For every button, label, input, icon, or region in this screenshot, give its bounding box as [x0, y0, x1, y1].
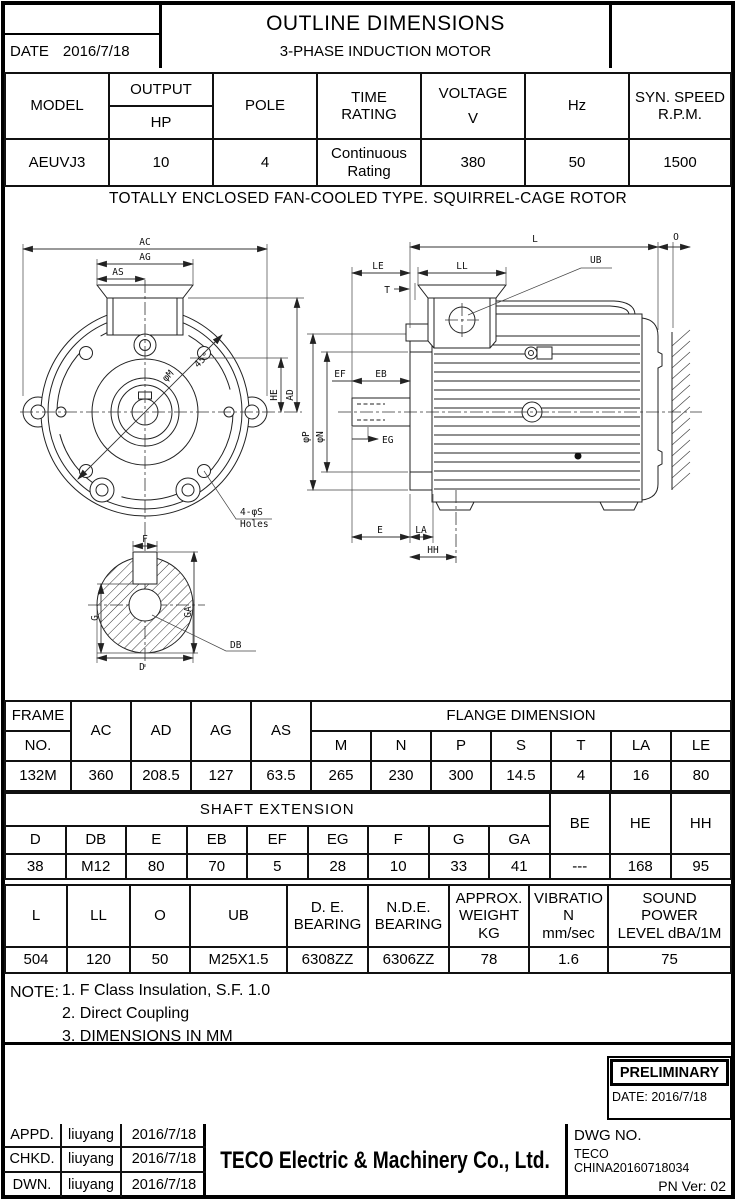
dim-label-ag: AG [139, 252, 151, 263]
dim-label-he: HE [269, 389, 280, 401]
bearing-table [4, 884, 732, 974]
dim-label-phi-p: φP [301, 431, 312, 443]
shaft-value: 70 [187, 854, 248, 879]
bearing-header-vib-line2: N [563, 907, 574, 925]
technical-drawing [0, 214, 736, 700]
fan-cover [642, 318, 662, 500]
dim-label-l: L [532, 234, 538, 245]
shaft-header-hh: HH [671, 793, 732, 854]
bearing-header-de [287, 885, 368, 947]
dim-label-e: E [377, 525, 383, 536]
dwg-no-label: DWG NO. [574, 1127, 642, 1144]
page-title: OUTLINE DIMENSIONS [266, 11, 505, 35]
bearing-header-vib-line1: VIBRATIO [534, 890, 603, 908]
bearing-header-vib-line3: mm/sec [542, 924, 595, 942]
side-view [332, 232, 702, 563]
flange-header-le: LE [671, 731, 731, 761]
spec-header-voltage [421, 73, 525, 139]
spec-value-time-line1: Continuous [331, 145, 407, 163]
approval-date: 2016/7/18 [122, 1148, 206, 1172]
bearing-header-de-line1: D. E. [310, 898, 345, 916]
bearing-header-nde [368, 885, 449, 947]
dim-label-eg: EG [382, 435, 394, 446]
dim-label-phi-n: φN [315, 431, 326, 443]
spec-value-pole: 4 [213, 139, 317, 186]
shaft-header-d: D [5, 826, 66, 854]
preliminary-title: PRELIMINARY [610, 1059, 729, 1086]
note-label: NOTE: [10, 984, 59, 1001]
header [4, 4, 732, 68]
dwg-info [568, 1124, 732, 1197]
shaft-header-ef: EF [247, 826, 308, 854]
date-value: 2016/7/18 [62, 43, 130, 60]
frame-header-ag: AG [191, 701, 251, 761]
spec-header-output: OUTPUT [109, 73, 213, 106]
bearing-value: 1.6 [529, 947, 608, 973]
drawing-caption: TOTALLY ENCLOSED FAN-COOLED TYPE. SQUIRREL-CAGE ROTOR [108, 190, 628, 207]
dim-label-45deg: 45° [192, 350, 213, 371]
shaft-extension-label: SHAFT EXTENSION [5, 793, 550, 826]
header-date-block [4, 4, 162, 68]
dim-label-ef: EF [334, 369, 346, 380]
shaft-header-he: HE [610, 793, 671, 854]
shaft-header-db: DB [66, 826, 127, 854]
spec-header-pole: POLE [213, 73, 317, 139]
spec-header-hz: Hz [525, 73, 629, 139]
conduit-stub [406, 324, 428, 341]
shaft-header-eb: EB [187, 826, 248, 854]
dim-label-g: G [90, 615, 101, 621]
dim-label-t: T [384, 285, 390, 296]
bearing-header-sound-line1: SOUND [642, 890, 697, 908]
frame-no-label: NO. [5, 731, 71, 761]
shaft-value: 41 [489, 854, 550, 879]
bearing-value: 504 [5, 947, 67, 973]
bearing-header-ll: LL [67, 885, 130, 947]
dim-label-phi-m: φM [160, 368, 177, 385]
note-line: 3. DIMENSIONS IN MM [62, 1028, 233, 1045]
bearing-value: 78 [449, 947, 529, 973]
shaft-value: 38 [5, 854, 66, 879]
section-divider [4, 1042, 732, 1045]
bearing-header-weight-line1: APPROX. [455, 890, 523, 908]
front-view [20, 237, 408, 540]
bearing-header-sound [608, 885, 731, 947]
spec-header-syn-speed [629, 73, 731, 139]
spec-header-model: MODEL [5, 73, 109, 139]
spec-table [4, 72, 732, 187]
preliminary-stamp [607, 1056, 732, 1120]
shaft-value: 5 [247, 854, 308, 879]
approval-name: liuyang [62, 1148, 122, 1172]
company-cell [206, 1124, 568, 1197]
frame-label: FRAME [5, 701, 71, 731]
bearing-header-vibration [529, 885, 608, 947]
spec-value-voltage: 380 [421, 139, 525, 186]
pn-version: PN Ver: 02 [658, 1178, 726, 1194]
dwg-no-value: TECO CHINA20160718034 [574, 1147, 690, 1175]
drain-plug [575, 453, 582, 460]
frame-table [4, 700, 732, 792]
bearing-header-weight [449, 885, 529, 947]
shaft-header-eg: EG [308, 826, 369, 854]
frame-value: 360 [71, 761, 131, 791]
spec-value-time-line2: Rating [347, 162, 391, 180]
spec-header-time-rating [317, 73, 421, 139]
dim-label-holes-count: 4-φS [240, 507, 263, 518]
spec-header-time-line1: TIME [351, 88, 387, 106]
spec-header-syn-line1: SYN. SPEED [634, 88, 726, 106]
flange-header-s: S [491, 731, 551, 761]
bearing-value: 50 [130, 947, 190, 973]
shaft-value: 95 [671, 854, 732, 879]
flange-header-t: T [551, 731, 611, 761]
spec-value-syn: 1500 [629, 139, 731, 186]
page-subtitle: 3-PHASE INDUCTION MOTOR [279, 43, 492, 61]
dim-label-o: O [673, 232, 679, 243]
frame-header-ac: AC [71, 701, 131, 761]
bearing-header-sound-line2: POWER [641, 907, 698, 925]
approval-role: DWN. [4, 1173, 62, 1197]
spec-value-time [317, 139, 421, 186]
bolt-hole [80, 347, 93, 360]
shaft-value: M12 [66, 854, 127, 879]
note-line: 1. F Class Insulation, S.F. 1.0 [62, 982, 271, 999]
shaft-header-be: BE [550, 793, 611, 854]
shaft-header-e: E [126, 826, 187, 854]
dim-label-le: LE [372, 261, 384, 272]
shaft-table [4, 792, 732, 880]
frame-value: 80 [671, 761, 731, 791]
spec-header-hp: HP [109, 106, 213, 139]
motor-feet [436, 502, 638, 510]
shaft-header-ga: GA [489, 826, 550, 854]
header-title-block [162, 4, 612, 68]
bearing-header-weight-line3: KG [478, 924, 500, 942]
bearing-header-nde-line1: N.D.E. [386, 898, 431, 916]
flange-header-m: M [311, 731, 371, 761]
bearing-value: 120 [67, 947, 130, 973]
header-right-cell [612, 4, 732, 68]
shaft-value: 168 [610, 854, 671, 879]
approval-name: liuyang [62, 1173, 122, 1197]
preliminary-date: DATE: 2016/7/18 [612, 1090, 707, 1104]
shaft-value: --- [550, 854, 611, 879]
shaft-header-f: F [368, 826, 429, 854]
frame-value: 4 [551, 761, 611, 791]
dim-label-holes-word: Holes [240, 519, 269, 530]
frame-value: 208.5 [131, 761, 191, 791]
frame-header-as: AS [251, 701, 311, 761]
bearing-value: 6308ZZ [287, 947, 368, 973]
spec-header-voltage-line2: V [467, 109, 478, 127]
keyway-detail [133, 552, 157, 584]
shaft-header-g: G [429, 826, 490, 854]
spec-header-voltage-line1: VOLTAGE [438, 84, 508, 102]
flange-header-la: LA [611, 731, 671, 761]
shaft-detail [88, 534, 256, 673]
frame-value: 300 [431, 761, 491, 791]
spec-header-syn-line2: R.P.M. [658, 106, 702, 123]
spec-value-hz: 50 [525, 139, 629, 186]
shaft-value: 80 [126, 854, 187, 879]
bearing-header-sound-line3: LEVEL dBA/1M [617, 924, 722, 942]
bearing-header-l: L [5, 885, 67, 947]
approval-name: liuyang [62, 1124, 122, 1148]
dim-label-la: LA [415, 525, 427, 536]
bearing-header-weight-line2: WEIGHT [459, 907, 519, 925]
shaft-bore [129, 589, 161, 621]
bearing-header-de-line2: BEARING [293, 916, 362, 933]
terminal-box-cap-side [418, 285, 506, 298]
dim-label-f: F [142, 534, 148, 545]
dim-label-ac: AC [139, 237, 151, 248]
spec-value-hp: 10 [109, 139, 213, 186]
dim-label-ad: AD [285, 389, 296, 401]
frame-value: 230 [371, 761, 431, 791]
bearing-value: 6306ZZ [368, 947, 449, 973]
approval-date: 2016/7/18 [122, 1124, 206, 1148]
bearing-header-nde-line2: BEARING [374, 916, 443, 933]
note-line: 2. Direct Coupling [62, 1005, 190, 1022]
frame-value: 63.5 [251, 761, 311, 791]
approval-role: APPD. [4, 1124, 62, 1148]
frame-value: 127 [191, 761, 251, 791]
dim-label-hh: HH [427, 545, 439, 556]
approval-role: CHKD. [4, 1148, 62, 1172]
dim-label-ga: GA [183, 606, 194, 618]
shaft-value: 10 [368, 854, 429, 879]
bearing-header-o: O [130, 885, 190, 947]
note-section [10, 982, 610, 1051]
title-block [4, 1124, 732, 1197]
bearing-header-ub: UB [190, 885, 287, 947]
flange-dimension-label: FLANGE DIMENSION [311, 701, 731, 731]
date-label: DATE [10, 43, 49, 60]
frame-header-ad: AD [131, 701, 191, 761]
shaft-value: 28 [308, 854, 369, 879]
bearing-value: M25X1.5 [190, 947, 287, 973]
spec-value-model: AEUVJ3 [5, 139, 109, 186]
company-name: TECO Electric & Machinery Co., Ltd. [220, 1146, 551, 1174]
frame-value: 265 [311, 761, 371, 791]
frame-value: 14.5 [491, 761, 551, 791]
flange-header-p: P [431, 731, 491, 761]
flange-header-n: N [371, 731, 431, 761]
dim-label-db: DB [230, 640, 242, 651]
frame-value: 16 [611, 761, 671, 791]
bearing-value: 75 [608, 947, 731, 973]
dim-label-d: D [139, 662, 145, 673]
dim-label-eb: EB [375, 369, 387, 380]
shaft-value: 33 [429, 854, 490, 879]
approval-table [4, 1124, 206, 1197]
dim-label-as: AS [112, 267, 124, 278]
header-empty-cell [4, 4, 159, 35]
frame-value: 132M [5, 761, 71, 791]
dim-label-ub: UB [590, 255, 602, 266]
dim-label-ll: LL [456, 261, 468, 272]
spec-header-time-line2: RATING [341, 106, 397, 123]
approval-date: 2016/7/18 [131, 1176, 197, 1193]
